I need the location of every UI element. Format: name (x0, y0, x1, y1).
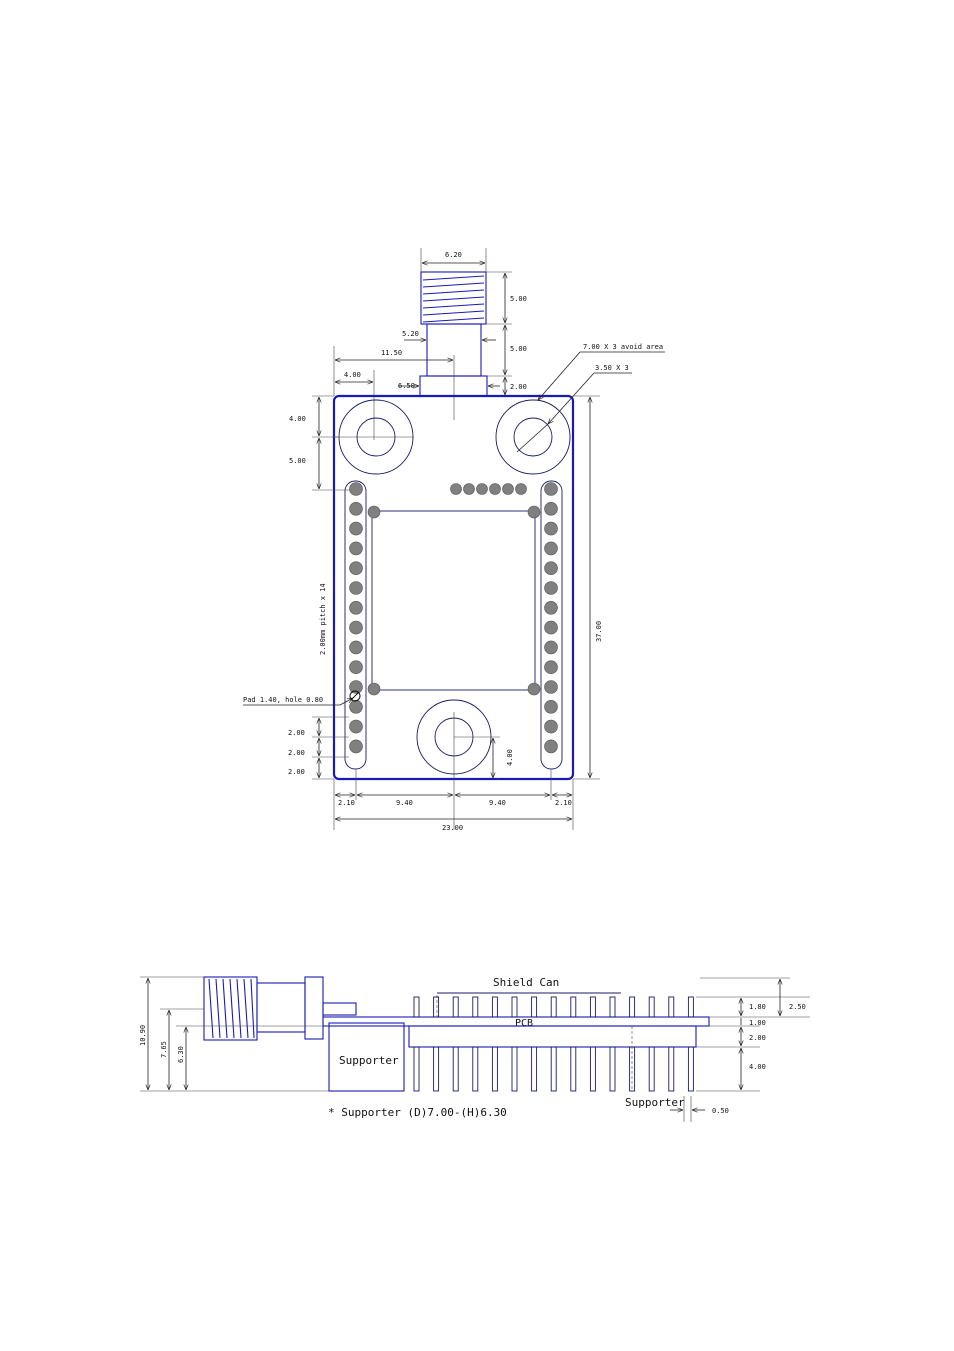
shield-fin (492, 997, 497, 1017)
shield-fin (453, 997, 458, 1017)
dim-total-height: 10.90 (139, 1024, 147, 1046)
shield-fin (473, 997, 478, 1017)
pin-pad (545, 483, 558, 496)
pin-pad (545, 740, 558, 753)
pin-pad (545, 542, 558, 555)
supporter-right-label: Supporter (625, 1096, 685, 1109)
shield-corner-pad (528, 683, 540, 695)
dim-connector-offset: 11.50 (381, 349, 403, 357)
header-pin (669, 1047, 674, 1091)
dim-connector-width: 6.20 (445, 251, 462, 259)
shield-fin (434, 997, 439, 1017)
shield-fin (414, 997, 419, 1017)
shield-fin (669, 997, 674, 1017)
pin-pad (350, 562, 363, 575)
header-pin (590, 1047, 595, 1091)
pin-pad (350, 661, 363, 674)
header-pin (434, 1047, 439, 1091)
dim-neck-width: 5.20 (402, 330, 419, 338)
dim-hole-to-pads: 5.00 (289, 457, 306, 465)
shield-fin (590, 997, 595, 1017)
dim-bottom-hole-y: 4.00 (506, 749, 514, 766)
left-pin-row (350, 483, 363, 753)
dim-board-width: 23.00 (442, 824, 464, 832)
shield-can-outline (372, 511, 535, 690)
side-view (139, 976, 810, 1122)
dim-pin-length: 4.00 (749, 1063, 766, 1071)
dim-hole-y: 4.00 (289, 415, 306, 423)
mounting-hole-top-right (496, 400, 570, 474)
pin-pad (350, 483, 363, 496)
center-pad (516, 484, 527, 495)
header-pin (512, 1047, 517, 1091)
pin-pad (350, 582, 363, 595)
header-pin (492, 1047, 497, 1091)
pcb-board-outline (334, 396, 573, 779)
center-pad-row (451, 484, 527, 495)
dim-base-width: 6.50 (398, 382, 415, 390)
header-pin (551, 1047, 556, 1091)
pin-pad (545, 621, 558, 634)
supporter-left-label: Supporter (339, 1054, 399, 1067)
pin-pad (545, 720, 558, 733)
pin-pad (545, 562, 558, 575)
header-pin (414, 1047, 419, 1091)
pin-pad (350, 601, 363, 614)
pin-pad (350, 522, 363, 535)
pin-pad (350, 700, 363, 713)
pin-pad (545, 681, 558, 694)
shield-fin (551, 997, 556, 1017)
shield-fin (688, 997, 693, 1017)
dim-edge-left: 2.10 (338, 799, 355, 807)
header-pin (649, 1047, 654, 1091)
center-pad (464, 484, 475, 495)
side-connector (204, 977, 356, 1040)
pin-pad (545, 661, 558, 674)
shield-fin (610, 997, 615, 1017)
pin-pad (350, 641, 363, 654)
dim-pitch-1: 2.00 (288, 729, 305, 737)
header-pin (688, 1047, 693, 1091)
shield-fin (649, 997, 654, 1017)
top-view (243, 248, 665, 832)
dim-hole-x: 4.00 (344, 371, 361, 379)
dim-thread-length: 5.00 (510, 295, 527, 303)
sma-connector (420, 272, 487, 420)
pin-pad (350, 502, 363, 515)
supporter-note: * Supporter (D)7.00-(H)6.30 (328, 1106, 507, 1119)
callout-avoid-area: 7.00 X 3 avoid area (583, 343, 664, 351)
pin-pad (350, 720, 363, 733)
dim-supporter-height: 6.30 (177, 1046, 185, 1063)
shield-can-label: Shield Can (493, 976, 560, 989)
shield-fin (512, 997, 517, 1017)
pin-pad (545, 502, 558, 515)
pin-pad (545, 522, 558, 535)
shield-corner-pad (368, 506, 380, 518)
dim-half-left: 9.40 (396, 799, 413, 807)
dim-top-total: 2.50 (789, 1003, 806, 1011)
dim-pin-shoulder: 2.00 (749, 1034, 766, 1042)
header-pin (473, 1047, 478, 1091)
dim-board-height: 37.00 (595, 620, 603, 642)
dim-edge-right: 2.10 (555, 799, 572, 807)
header-pin (610, 1047, 615, 1091)
pin-pad (350, 740, 363, 753)
shield-corner-pad (368, 683, 380, 695)
center-pad (490, 484, 501, 495)
callout-hole-diameter: 3.50 X 3 (595, 364, 629, 372)
pcb-label: PCB (515, 1018, 534, 1029)
dim-base-length: 2.00 (510, 383, 527, 391)
header-pin (532, 1047, 537, 1091)
shield-can-fins (414, 997, 693, 1017)
pin-pad (545, 700, 558, 713)
pin-pad (545, 601, 558, 614)
dim-connector-center: 7.65 (160, 1041, 168, 1058)
pad-spec-label: Pad 1.40, hole 0.80 (243, 696, 324, 704)
center-pad (477, 484, 488, 495)
mounting-hole-top-left (332, 400, 414, 474)
right-pin-row (545, 483, 558, 753)
pin-pad (545, 641, 558, 654)
header-pin (571, 1047, 576, 1091)
dim-half-right: 9.40 (489, 799, 506, 807)
pitch-label: 2.00mm pitch x 14 (319, 583, 327, 655)
header-pins (414, 1047, 693, 1091)
pin-pad (545, 582, 558, 595)
center-pad (503, 484, 514, 495)
header-pin (453, 1047, 458, 1091)
dim-neck-length: 5.00 (510, 345, 527, 353)
dim-pitch-2: 2.00 (288, 749, 305, 757)
dim-pin-width: 0.50 (712, 1107, 729, 1115)
shield-corner-pad (528, 506, 540, 518)
center-pad (451, 484, 462, 495)
shield-fin (532, 997, 537, 1017)
mounting-hole-bottom (417, 700, 500, 830)
pin-pad (350, 621, 363, 634)
dim-pcb-thickness: 1.00 (749, 1019, 766, 1027)
shield-fin (571, 997, 576, 1017)
shield-fin (630, 997, 635, 1017)
pin-pad (350, 542, 363, 555)
dim-shield-height: 1.80 (749, 1003, 766, 1011)
dim-pitch-3: 2.00 (288, 768, 305, 776)
